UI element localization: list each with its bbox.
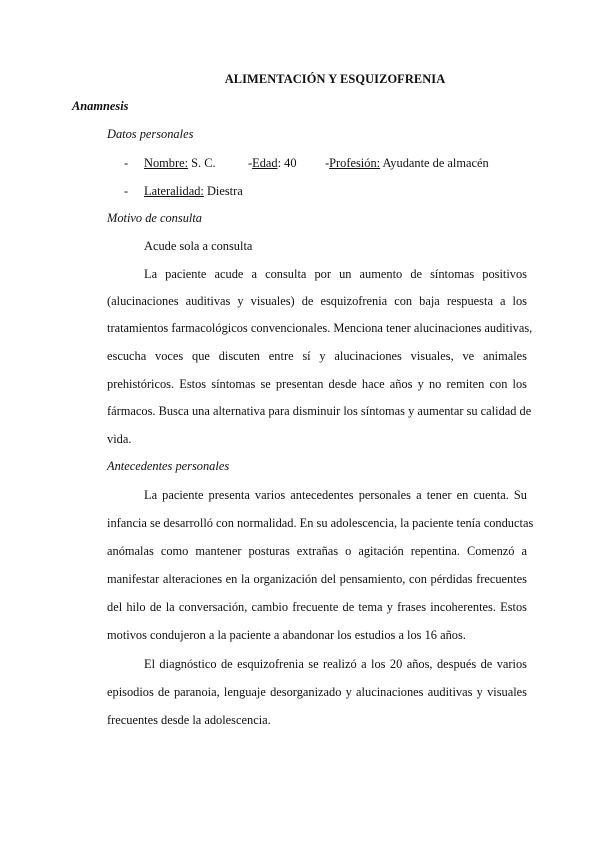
paragraph-line: frecuentes desde la adolescencia.	[107, 713, 271, 727]
paragraph-line: (alucinaciones auditivas y visuales) de esquizofrenia con baja respuesta a los	[107, 294, 527, 308]
edad-label: Edad	[252, 156, 278, 170]
subheading-motivo-consulta: Motivo de consulta	[107, 211, 202, 225]
paragraph-line: tratamientos farmacológicos convencionales. Menciona tener alucinaciones auditivas,	[107, 321, 533, 335]
paragraph-line: escucha voces que discuten entre sí y alucinaciones visuales, ve animales	[107, 349, 527, 363]
profesion-value: Ayudante de almacén	[382, 156, 489, 170]
paragraph-line: prehistóricos. Estos síntomas se presentan desde hace años y no remiten con los	[107, 377, 527, 391]
paragraph-line: infancia se desarrolló con normalidad. En su adolescencia, la paciente tenía conductas	[107, 516, 534, 530]
bullet-dash: -	[124, 184, 129, 198]
nombre-label: Nombre:	[144, 156, 189, 170]
subheading-antecedentes: Antecedentes personales	[107, 459, 230, 473]
paragraph-line: vida.	[107, 432, 132, 446]
nombre-value: S. C.	[191, 156, 216, 170]
bullet-dash: -	[325, 156, 330, 170]
document-title: ALIMENTACIÓN Y ESQUIZOFRENIA	[224, 72, 446, 86]
edad-field	[248, 156, 297, 171]
paragraph-line: La paciente presenta varios antecedentes personales a tener en cuenta. Su	[144, 488, 527, 502]
bullet-lateralidad	[124, 184, 243, 199]
bullet-personal-data	[124, 156, 216, 171]
bullet-dash: -	[248, 156, 253, 170]
paragraph-line: del hilo de la conversación, cambio frecuente de tema y frases incoherentes. Estos	[107, 600, 527, 614]
lateralidad-value: Diestra	[206, 184, 243, 198]
edad-value: : 40	[277, 156, 297, 170]
bullet-dash: -	[124, 156, 129, 170]
subheading-datos-personales: Datos personales	[107, 127, 194, 141]
paragraph-line: La paciente acude a consulta por un aumento de síntomas positivos	[144, 267, 527, 281]
paragraph-line: episodios de paranoia, lenguaje desorganizado y alucinaciones auditivas y visuales	[107, 685, 527, 699]
profesion-label: Profesión:	[329, 156, 381, 170]
paragraph-line: El diagnóstico de esquizofrenia se realizó a los 20 años, después de varios	[144, 657, 527, 671]
paragraph-line: motivos condujeron a la paciente a abandonar los estudios a los 16 años.	[107, 628, 466, 642]
motivo-line-1: Acude sola a consulta	[144, 239, 253, 253]
lateralidad-label: Lateralidad:	[144, 184, 204, 198]
section-heading-anamnesis: Anamnesis	[72, 99, 129, 113]
profesion-field	[325, 156, 489, 171]
paragraph-line: manifestar alteraciones en la organización del pensamiento, con pérdidas frecuentes	[107, 572, 527, 586]
paragraph-line: fármacos. Busca una alternativa para disminuir los síntomas y aumentar su calidad de	[107, 404, 532, 418]
paragraph-line: anómalas como mantener posturas extrañas o agitación repentina. Comenzó a	[107, 544, 527, 558]
